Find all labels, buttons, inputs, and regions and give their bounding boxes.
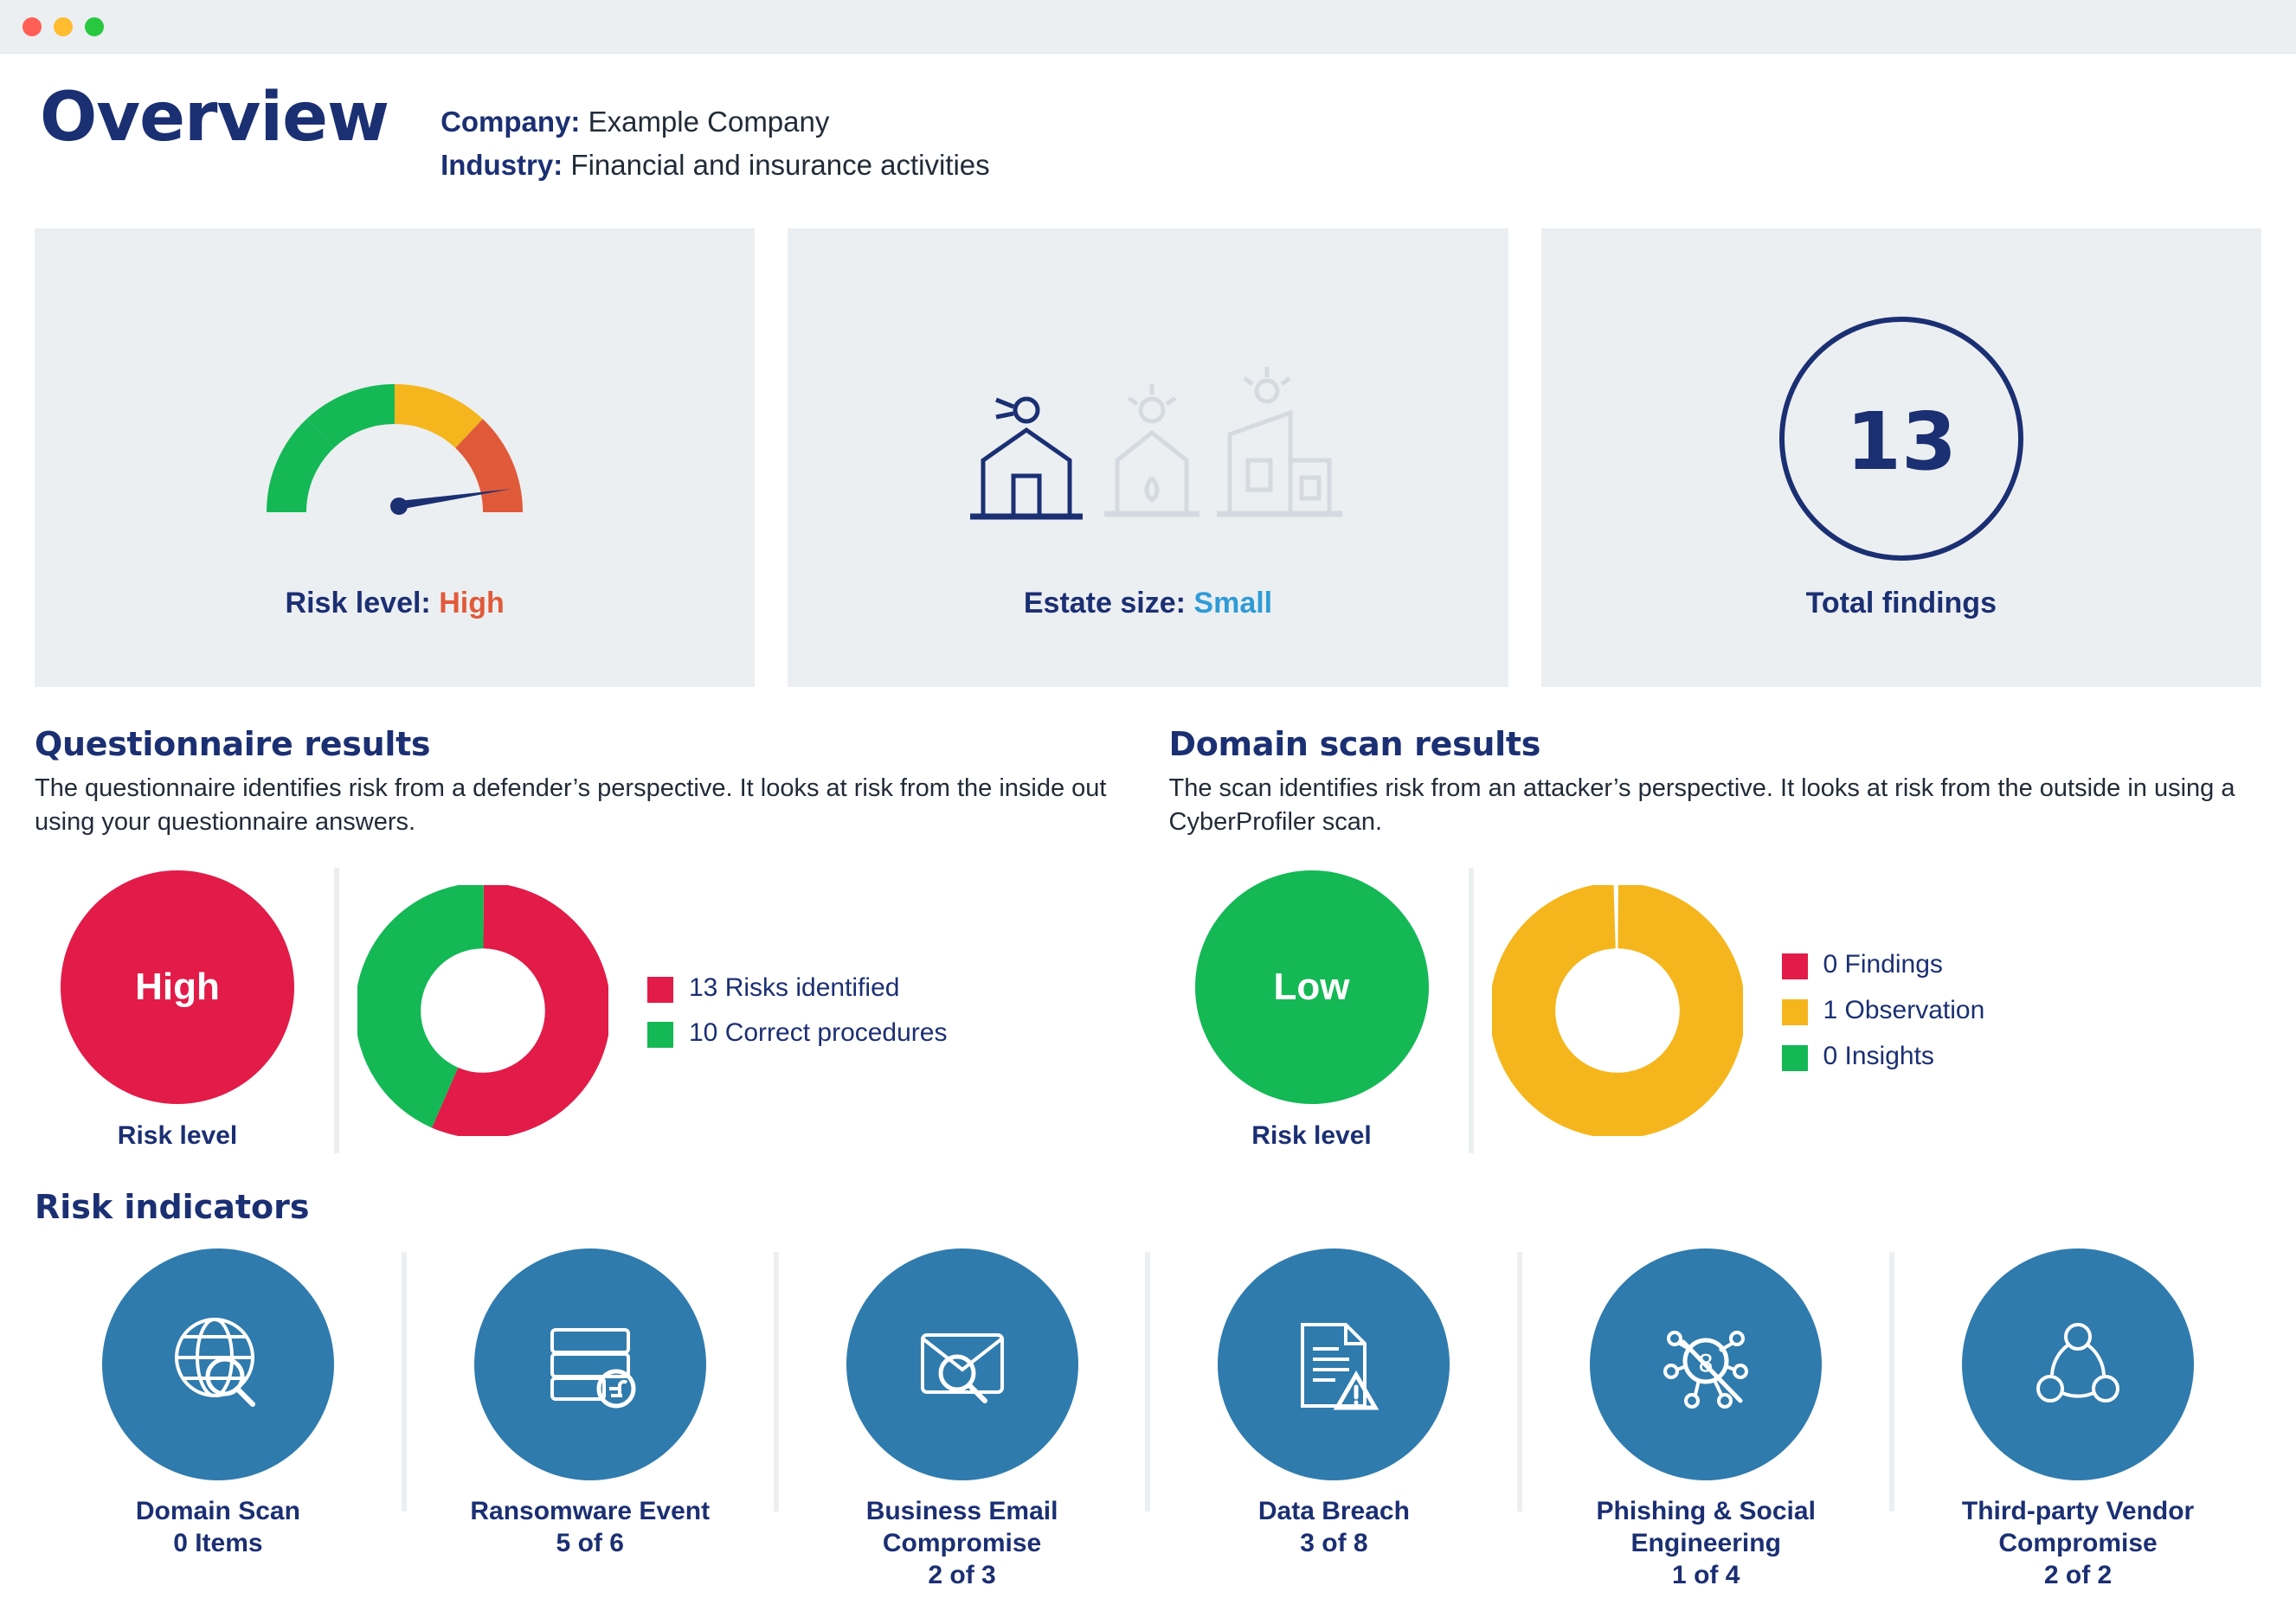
domain-scan-donut-chart bbox=[1488, 885, 1747, 1136]
phishing-network-icon bbox=[1590, 1248, 1822, 1480]
risk-gauge-chart bbox=[252, 296, 537, 581]
legend-swatch-correct bbox=[647, 1022, 673, 1048]
domain-scan-legend bbox=[1782, 950, 1985, 1071]
risk-indicator-name: Business Email Compromise bbox=[865, 1497, 1058, 1558]
risk-indicator-name: Ransomware Event bbox=[470, 1497, 711, 1526]
risk-indicator-value: 2 of 2 bbox=[2043, 1560, 2113, 1589]
legend-item bbox=[647, 1018, 947, 1049]
domain-scan-risk-bubble: Low bbox=[1195, 870, 1429, 1104]
risk-indicator-value: 2 of 3 bbox=[928, 1560, 996, 1589]
gauge-svg bbox=[252, 326, 537, 551]
questionnaire-donut-chart bbox=[353, 885, 613, 1136]
credit-card-pound-icon bbox=[474, 1248, 706, 1480]
questionnaire-results-row bbox=[35, 868, 1128, 1153]
risk-indicator-label bbox=[470, 1496, 710, 1559]
risk-level-caption-value: High bbox=[439, 586, 505, 619]
legend-label-findings: 0 Findings bbox=[1823, 950, 1943, 979]
risk-indicator-domain-scan[interactable] bbox=[35, 1248, 402, 1559]
risk-indicator-value: 3 of 8 bbox=[1300, 1529, 1368, 1558]
globe-search-icon bbox=[102, 1248, 334, 1480]
risk-indicator-label bbox=[1527, 1496, 1884, 1591]
industry-value: Financial and insurance activities bbox=[570, 149, 990, 182]
legend-swatch-insights bbox=[1782, 1045, 1808, 1071]
risk-indicator-business-email-compromise[interactable] bbox=[779, 1248, 1146, 1591]
questionnaire-risk-bubble-wrap bbox=[35, 870, 320, 1151]
findings-circle-icon bbox=[1776, 313, 2027, 564]
risk-indicator-name: Third-party Vendor Compromise bbox=[1961, 1497, 2195, 1558]
risk-indicator-third-party-vendor-compromise[interactable] bbox=[1894, 1248, 2261, 1591]
legend-item bbox=[1782, 996, 1985, 1026]
domain-scan-heading: Domain scan results bbox=[1168, 725, 1541, 764]
page-title: Overview bbox=[40, 79, 389, 157]
estate-size-caption bbox=[1024, 587, 1272, 620]
divider bbox=[334, 868, 339, 1153]
vendor-nodes-icon bbox=[1962, 1248, 2194, 1480]
questionnaire-legend bbox=[647, 973, 947, 1050]
report-header bbox=[35, 79, 2261, 187]
risk-indicator-value: 1 of 4 bbox=[1672, 1560, 1740, 1589]
domain-scan-donut-svg bbox=[1492, 885, 1743, 1136]
legend-swatch-risks bbox=[647, 977, 673, 1003]
total-findings-graphic bbox=[1776, 296, 2027, 581]
company-value: Example Company bbox=[588, 106, 830, 138]
divider bbox=[1469, 868, 1474, 1153]
legend-label-insights: 0 Insights bbox=[1823, 1041, 1934, 1070]
risk-indicator-label bbox=[784, 1496, 1141, 1591]
envelope-search-icon bbox=[846, 1248, 1078, 1480]
domain-scan-section bbox=[1169, 725, 2262, 1153]
svg-text:8: 8 bbox=[1698, 1349, 1714, 1378]
legend-label-observation: 1 Observation bbox=[1823, 996, 1985, 1025]
risk-indicator-label bbox=[1258, 1496, 1410, 1559]
buildings-icon bbox=[931, 331, 1364, 547]
maximize-icon[interactable] bbox=[85, 17, 104, 36]
questionnaire-section bbox=[35, 725, 1128, 1153]
legend-swatch-findings bbox=[1782, 953, 1808, 979]
legend-item bbox=[1782, 950, 1985, 980]
summary-cards bbox=[35, 228, 2261, 687]
card-estate-size bbox=[788, 228, 1508, 687]
card-total-findings bbox=[1541, 228, 2261, 687]
industry-label: Industry: bbox=[441, 149, 563, 182]
domain-scan-risk-label: Risk level bbox=[1251, 1121, 1372, 1151]
legend-label-correct: 10 Correct procedures bbox=[689, 1018, 948, 1048]
report-page bbox=[0, 54, 2296, 1591]
risk-indicator-label bbox=[1900, 1496, 2256, 1591]
risk-indicator-phishing-social-engineering[interactable] bbox=[1522, 1248, 1889, 1591]
risk-indicators-heading: Risk indicators bbox=[35, 1188, 310, 1227]
window-titlebar bbox=[0, 0, 2296, 54]
questionnaire-heading: Questionnaire results bbox=[35, 725, 431, 764]
risk-indicator-name: Data Breach bbox=[1257, 1497, 1410, 1526]
card-risk-level bbox=[35, 228, 755, 687]
document-warning-icon bbox=[1218, 1248, 1450, 1480]
total-findings-caption-label: Total findings bbox=[1805, 586, 1997, 619]
risk-indicator-name: Domain Scan bbox=[135, 1497, 300, 1526]
risk-indicator-value: 0 Items bbox=[173, 1529, 263, 1558]
questionnaire-risk-bubble: High bbox=[61, 870, 294, 1104]
total-findings-number: 13 bbox=[1845, 395, 1957, 488]
risk-indicator-name: Phishing & Social Engineering bbox=[1596, 1497, 1816, 1558]
risk-indicator-data-breach[interactable] bbox=[1150, 1248, 1517, 1559]
domain-scan-description: The scan identifies risk from an attacker’s perspective. It looks at risk from the outside in using a CyberProfiler scan. bbox=[1168, 774, 2235, 836]
risk-indicator-label bbox=[136, 1496, 300, 1559]
risk-level-caption bbox=[286, 587, 505, 620]
risk-indicator-value: 5 of 6 bbox=[556, 1529, 624, 1558]
estate-size-caption-value: Small bbox=[1193, 586, 1273, 619]
results-sections bbox=[35, 725, 2261, 1153]
domain-scan-results-row bbox=[1169, 868, 2262, 1153]
close-icon[interactable] bbox=[23, 17, 42, 36]
risk-indicator-ransomware-event[interactable] bbox=[407, 1248, 774, 1559]
estate-size-graphic bbox=[931, 296, 1364, 581]
minimize-icon[interactable] bbox=[54, 17, 73, 36]
legend-label-risks: 13 Risks identified bbox=[689, 972, 900, 1002]
company-info bbox=[441, 83, 990, 187]
domain-scan-risk-bubble-wrap bbox=[1169, 870, 1455, 1151]
legend-swatch-observation bbox=[1782, 999, 1808, 1025]
risk-indicators-row bbox=[35, 1248, 2261, 1591]
questionnaire-donut-svg bbox=[357, 885, 608, 1136]
company-label: Company: bbox=[441, 106, 581, 138]
total-findings-caption bbox=[1806, 587, 1997, 620]
legend-item bbox=[1782, 1042, 1985, 1072]
risk-level-caption-label: Risk level: bbox=[285, 586, 431, 619]
legend-item bbox=[647, 973, 947, 1004]
questionnaire-description: The questionnaire identifies risk from a defender’s perspective. It looks at risk from the inside out using your questionnaire answers. bbox=[35, 774, 1107, 836]
estate-size-caption-label: Estate size: bbox=[1023, 586, 1186, 619]
questionnaire-risk-label: Risk level bbox=[117, 1121, 238, 1151]
